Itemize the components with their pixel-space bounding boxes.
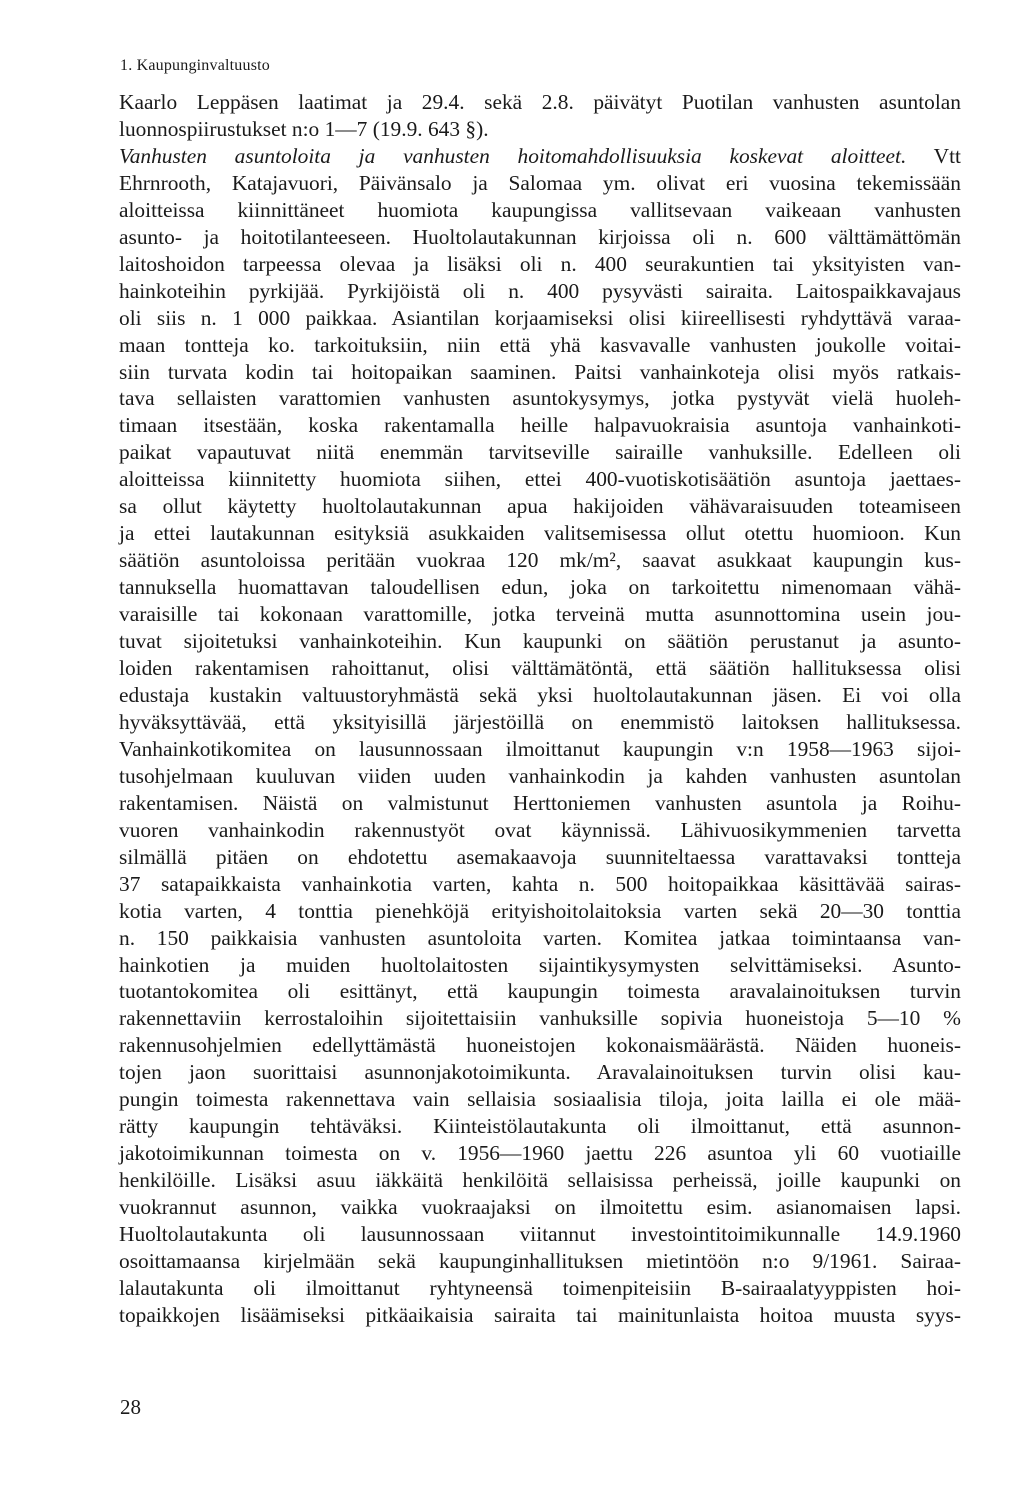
text-line: timaan itsestään, koska rakentamalla heille halpavuokraisia asuntoja vanhainkoti- <box>119 413 961 438</box>
text-line: hyväksyttävää, että yksityisillä järjestöillä on enemmistö laitoksen hallituksessa. <box>119 709 961 734</box>
text-line: rakennettaviin kerrostaloihin sijoitettaisiin vanhuksille sopivia huoneistoja 5—10 % <box>119 1006 961 1031</box>
page-number: 28 <box>120 1395 141 1419</box>
text-line: loiden rakentamisen rahoittanut, olisi välttämätöntä, että säätiön hallituksessa olisi <box>119 656 961 681</box>
text-line: 37 satapaikkaista vanhainkotia varten, kahta n. 500 hoitopaikkaa käsittävää sairas- <box>119 871 961 896</box>
text-line: tuotantokomitea oli esittänyt, että kaupungin toimesta aravalainoituksen turvin <box>119 979 961 1004</box>
text-line: osoittamaansa kirjelmään sekä kaupunginhallituksen mietintöön n:o 9/1961. Sairaa- <box>119 1248 961 1273</box>
text-line: asunto- ja hoitotilanteeseen. Huoltolautakunnan kirjoissa oli n. 600 välttämättömän <box>119 224 961 249</box>
text-line: rätty kaupungin tehtäväksi. Kiinteistölautakunta oli ilmoittanut, että asunnon- <box>119 1114 961 1139</box>
document-page <box>119 0 961 1510</box>
text-line: lalautakunta oli ilmoittanut ryhtyneensä toimenpiteisiin B-sairaalatyyppisten hoi- <box>119 1275 961 1300</box>
text-line: aloitteissa kiinnittäneet huomiota kaupungissa vallitsevaan vaikeaan vanhusten <box>119 197 961 222</box>
text-line: kotia varten, 4 tonttia pienehköjä erityishoitolaitoksia varten sekä 20—30 tonttia <box>119 898 961 923</box>
text-line-rest: Vtt <box>906 143 962 168</box>
text-line: Kaarlo Leppäsen laatimat ja 29.4. sekä 2.8. päivätyt Puotilan vanhusten asuntolan <box>119 90 961 114</box>
text-line: vuoren vanhainkodin rakennustyöt ovat käynnissä. Lähivuosikymmenien tarvetta <box>119 817 961 842</box>
text-line: jakotoimikunnan toimesta on v. 1956—1960 jaettu 226 asuntoa yli 60 vuotiaille <box>119 1141 961 1166</box>
text-line: ja ettei lautakunnan esityksiä asukkaiden valitsemisessa ollut otettu huomioon. Kun <box>119 521 961 546</box>
text-line: maan tontteja ko. tarkoituksiin, niin että yhä kasvavalle vanhusten joukolle voitai- <box>119 332 961 357</box>
text-line: topaikkojen lisäämiseksi pitkäaikaisia sairaita tai mainitunlaista hoitoa muusta syys- <box>119 1302 961 1327</box>
text-line: n. 150 paikkaisia vanhusten asuntoloita varten. Komitea jatkaa toimintaansa van- <box>119 925 961 950</box>
text-line: varaisille tai kokonaan varattomille, jotka terveinä mutta asunnottomina usein jou- <box>119 602 961 627</box>
text-line: Vanhainkotikomitea on lausunnossaan ilmoittanut kaupungin v:n 1958—1963 sijoi- <box>119 736 961 761</box>
text-line: säätiön asuntoloissa peritään vuokraa 120 mk/m², saavat asukkaat kaupungin kus- <box>119 548 961 573</box>
text-line: Ehrnrooth, Katajavuori, Päivänsalo ja Salomaa ym. olivat eri vuosina tekemissään <box>119 170 961 195</box>
text-line: siin turvata kodin tai hoitopaikan saaminen. Paitsi vanhainkoteja olisi myös ratkais- <box>119 359 961 384</box>
text-line: henkilöille. Lisäksi asuu iäkkäitä henkilöitä sellaisissa perheissä, joille kaupunki on <box>119 1168 961 1193</box>
text-line: Huoltolautakunta oli lausunnossaan viitannut investointitoimikunnalle 14.9.1960 <box>119 1222 961 1247</box>
text-line: hainkoteihin pyrkijää. Pyrkijöistä oli n. 400 pysyvästi sairaita. Laitospaikkavajaus <box>119 278 961 303</box>
text-line: edustaja kustakin valtuustoryhmästä sekä yksi huoltolautakunnan jäsen. Ei voi olla <box>119 682 961 707</box>
text-line: tannuksella huomattavan taloudellisen edun, joka on tarkoitettu nimenomaan vähä- <box>119 575 961 600</box>
text-line: vuokrannut asunnon, vaikka vuokraajaksi on ilmoitettu esim. asianomaisen lapsi. <box>119 1195 961 1220</box>
body-text <box>119 89 961 1329</box>
text-line: tuvat sijoitetuksi vanhainkoteihin. Kun kaupunki on säätiön perustanut ja asunto- <box>119 629 961 654</box>
text-line: tojen jaon suorittaisi asunnonjakotoimikunta. Aravalainoituksen turvin olisi kau- <box>119 1060 961 1085</box>
section-heading-italic: Vanhusten asuntoloita ja vanhusten hoitomahdollisuuksia koskevat aloitteet. <box>119 143 907 168</box>
text-line: paikat vapautuvat niitä enemmän tarvitseville sairaille vanhuksille. Edelleen oli <box>119 440 961 465</box>
text-line: tusohjelmaan kuuluvan viiden uuden vanhainkodin ja kahden vanhusten asuntolan <box>119 763 961 788</box>
text-line-with-italic-heading <box>119 143 961 170</box>
text-line: laitoshoidon tarpeessa olevaa ja lisäksi oli n. 400 seurakuntien tai yksityisten van- <box>119 251 961 276</box>
text-line: luonnospiirustukset n:o 1—7 (19.9. 643 §). <box>119 116 489 141</box>
text-line: oli siis n. 1 000 paikkaa. Asiantilan korjaamiseksi olisi kiireellisesti ryhdyttävä varaa- <box>119 305 961 330</box>
text-line: rakentamisen. Näistä on valmistunut Herttoniemen vanhusten asuntola ja Roihu- <box>119 790 961 815</box>
text-line: pungin toimesta rakennettava vain sellaisia sosiaalisia tiloja, joita lailla ei ole mää- <box>119 1087 961 1112</box>
running-header: 1. Kaupunginvaltuusto <box>120 57 270 74</box>
text-line: silmällä pitäen on ehdotettu asemakaavoja suunniteltaessa varattavaksi tontteja <box>119 844 961 869</box>
text-line: sa ollut käytetty huoltolautakunnan apua hakijoiden vähävaraisuuden toteamiseen <box>119 494 961 519</box>
text-line: rakennusohjelmien edellyttämästä huoneistojen kokonaismäärästä. Näiden huoneis- <box>119 1033 961 1058</box>
text-line: aloitteissa kiinnitetty huomiota siihen, ettei 400-vuotiskotisäätiön asuntoja jaettaes- <box>119 467 961 492</box>
text-line: hainkotien ja muiden huoltolaitosten sijaintikysymysten selvittämiseksi. Asunto- <box>119 952 961 977</box>
text-line: tava sellaisten varattomien vanhusten asuntokysymys, jotka pystyvät vielä huoleh- <box>119 386 961 411</box>
